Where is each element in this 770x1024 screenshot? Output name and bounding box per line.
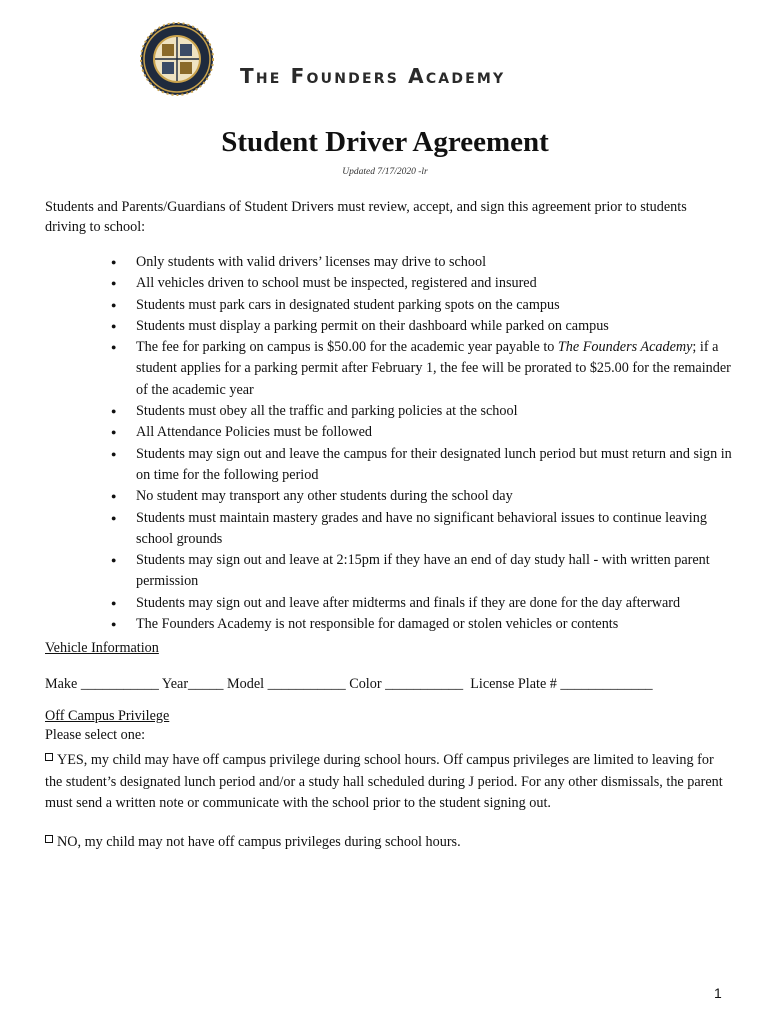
intro-paragraph: Students and Parents/Guardians of Student Drivers must review, accept, and sign this agreement prior to students driving to school: (45, 199, 687, 235)
yes-option-text: YES, my child may have off campus privilege during school hours. Off campus privileges are limited to leaving for the student’s designated lunch period and/or a study hall scheduled during J period. For any other dismissals, the parent must send a written note or communicate with the school prior to the student signing out. (45, 752, 723, 811)
off-campus-privilege-heading: Off Campus Privilege (45, 708, 170, 724)
no-option-text: NO, my child may not have off campus privileges during school hours. (57, 834, 461, 850)
header (140, 22, 640, 94)
no-checkbox[interactable] (45, 835, 53, 843)
rules-list (45, 252, 735, 635)
option-yes (45, 750, 725, 815)
rule-item: ● All Attendance Policies must be followed (45, 422, 735, 443)
rule-item (45, 337, 735, 401)
rule-item: ● Students may sign out and leave after midterms and finals if they are done for the day afterward (45, 593, 735, 614)
rule-emphasis: The Founders Academy (557, 339, 693, 356)
page-number: 1 (714, 985, 722, 1001)
academy-seal-icon (140, 22, 214, 96)
school-name: The Founders Academy (240, 64, 506, 88)
option-no (45, 832, 725, 854)
vehicle-info-fields[interactable]: Make ___________ Year_____ Model ___________ Color ___________ License Plate # _____________ (45, 676, 653, 692)
rule-item: ● Students may sign out and leave at 2:15pm if they have an end of day study hall - with written parent permission (45, 550, 735, 593)
updated-date: Updated 7/17/2020 -lr (342, 167, 428, 177)
rule-item: ● Students may sign out and leave the campus for their designated lunch period but must return and sign in on time for the following period (45, 444, 735, 487)
rule-item: ● All vehicles driven to school must be inspected, registered and insured (45, 273, 735, 294)
rule-item: ● Students must display a parking permit on their dashboard while parked on campus (45, 316, 735, 337)
rule-text: ; if a student applies for a parking permit after February 1, the fee will be prorated to $25.00 for the remainder of the academic year (136, 339, 731, 398)
rule-text: The fee for parking on campus is $50.00 for the academic year payable to (136, 339, 558, 356)
rule-item: ● The Founders Academy is not responsible for damaged or stolen vehicles or contents (45, 614, 735, 635)
rule-item: ● Students must maintain mastery grades and have no significant behavioral issues to continue leaving school grounds (45, 508, 735, 551)
select-prompt: Please select one: (45, 727, 146, 743)
rule-item: ● Students must obey all the traffic and parking policies at the school (45, 401, 735, 422)
rule-item: ● Only students with valid drivers’ licenses may drive to school (45, 252, 735, 273)
rule-item: ● No student may transport any other students during the school day (45, 486, 735, 507)
vehicle-info-heading: Vehicle Information (45, 640, 159, 656)
rule-item: ● Students must park cars in designated student parking spots on the campus (45, 295, 735, 316)
yes-checkbox[interactable] (45, 753, 53, 761)
page-title: Student Driver Agreement (221, 126, 549, 158)
